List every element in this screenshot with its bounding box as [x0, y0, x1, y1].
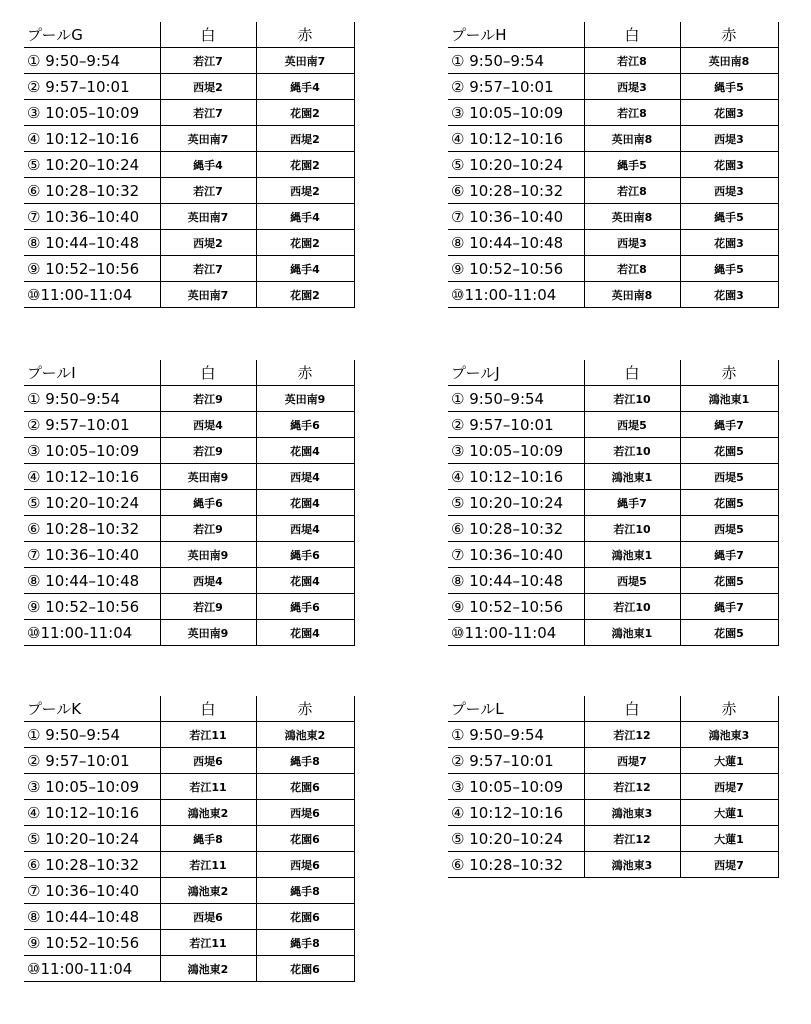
table-row — [24, 930, 354, 956]
red-team: 花園4 — [256, 438, 354, 464]
white-team: 縄手4 — [160, 152, 256, 178]
time-slot: ④ 10:12–10:16 — [448, 464, 584, 490]
white-team: 西堤5 — [584, 568, 680, 594]
time-slot: ② 9:57–10:01 — [24, 74, 160, 100]
pool-table-k — [24, 696, 354, 982]
red-team: 大蓮1 — [680, 826, 778, 852]
table-row — [448, 826, 778, 852]
white-team: 若江9 — [160, 516, 256, 542]
time-slot: ⑩11:00-11:04 — [448, 620, 584, 646]
table-row — [448, 282, 778, 308]
table-row — [24, 800, 354, 826]
time-slot: ⑩11:00-11:04 — [448, 282, 584, 308]
red-team: 英田南8 — [680, 48, 778, 74]
table-row — [24, 542, 354, 568]
time-slot: ① 9:50–9:54 — [24, 48, 160, 74]
time-slot: ④ 10:12–10:16 — [24, 464, 160, 490]
white-column-header: 白 — [160, 22, 256, 48]
time-slot: ⑨ 10:52–10:56 — [24, 594, 160, 620]
white-team: 若江10 — [584, 386, 680, 412]
table-row — [448, 516, 778, 542]
white-team: 若江8 — [584, 100, 680, 126]
white-team: 英田南9 — [160, 542, 256, 568]
time-slot: ② 9:57–10:01 — [24, 748, 160, 774]
time-slot: ⑤ 10:20–10:24 — [24, 490, 160, 516]
white-team: 若江9 — [160, 438, 256, 464]
red-team: 英田南7 — [256, 48, 354, 74]
white-team: 英田南9 — [160, 620, 256, 646]
table-row — [24, 490, 354, 516]
time-slot: ④ 10:12–10:16 — [448, 126, 584, 152]
time-slot: ④ 10:12–10:16 — [24, 126, 160, 152]
pool-table-g — [24, 22, 354, 308]
table-row — [448, 230, 778, 256]
time-slot: ⑨ 10:52–10:56 — [24, 256, 160, 282]
table-row — [448, 620, 778, 646]
table-row — [448, 852, 778, 878]
white-team: 若江12 — [584, 722, 680, 748]
red-team: 西堤2 — [256, 126, 354, 152]
white-team: 鴻池東1 — [584, 464, 680, 490]
time-slot: ① 9:50–9:54 — [448, 48, 584, 74]
time-slot: ⑨ 10:52–10:56 — [448, 594, 584, 620]
white-team: 英田南9 — [160, 464, 256, 490]
time-slot: ⑥ 10:28–10:32 — [24, 852, 160, 878]
table-row — [24, 256, 354, 282]
white-column-header: 白 — [584, 360, 680, 386]
header-row — [448, 696, 778, 722]
white-team: 縄手8 — [160, 826, 256, 852]
red-team: 西堤3 — [680, 178, 778, 204]
time-slot: ⑨ 10:52–10:56 — [448, 256, 584, 282]
time-slot: ③ 10:05–10:09 — [448, 774, 584, 800]
pool-title: プールG — [24, 22, 160, 48]
red-team: 縄手6 — [256, 412, 354, 438]
white-team: 若江11 — [160, 722, 256, 748]
time-slot: ⑦ 10:36–10:40 — [448, 204, 584, 230]
table-row — [448, 126, 778, 152]
header-row — [448, 360, 778, 386]
table-row — [24, 748, 354, 774]
white-team: 西堤2 — [160, 230, 256, 256]
white-team: 若江10 — [584, 438, 680, 464]
time-slot: ⑥ 10:28–10:32 — [24, 178, 160, 204]
table-row — [448, 152, 778, 178]
red-team: 縄手4 — [256, 256, 354, 282]
white-team: 西堤3 — [584, 230, 680, 256]
white-team: 縄手5 — [584, 152, 680, 178]
time-slot: ② 9:57–10:01 — [448, 748, 584, 774]
white-column-header: 白 — [584, 696, 680, 722]
schedule-table — [24, 696, 355, 982]
white-team: 鴻池東1 — [584, 620, 680, 646]
red-team: 花園2 — [256, 152, 354, 178]
white-team: 英田南8 — [584, 204, 680, 230]
table-row — [24, 852, 354, 878]
white-team: 西堤4 — [160, 568, 256, 594]
table-row — [448, 412, 778, 438]
white-team: 若江11 — [160, 774, 256, 800]
white-team: 若江9 — [160, 386, 256, 412]
time-slot: ② 9:57–10:01 — [448, 74, 584, 100]
red-team: 花園4 — [256, 620, 354, 646]
time-slot: ① 9:50–9:54 — [24, 386, 160, 412]
red-team: 西堤6 — [256, 852, 354, 878]
table-row — [448, 100, 778, 126]
time-slot: ⑧ 10:44–10:48 — [448, 230, 584, 256]
table-row — [24, 594, 354, 620]
white-team: 縄手6 — [160, 490, 256, 516]
white-team: 若江12 — [584, 774, 680, 800]
red-team: 縄手4 — [256, 204, 354, 230]
red-team: 縄手8 — [256, 878, 354, 904]
time-slot: ③ 10:05–10:09 — [24, 774, 160, 800]
red-team: 西堤7 — [680, 852, 778, 878]
red-team: 縄手5 — [680, 74, 778, 100]
red-team: 縄手6 — [256, 594, 354, 620]
white-team: 英田南8 — [584, 126, 680, 152]
schedule-table — [448, 696, 779, 878]
table-row — [448, 464, 778, 490]
table-row — [448, 800, 778, 826]
table-row — [448, 256, 778, 282]
table-row — [24, 904, 354, 930]
time-slot: ③ 10:05–10:09 — [24, 438, 160, 464]
white-team: 西堤2 — [160, 74, 256, 100]
red-team: 鴻池東3 — [680, 722, 778, 748]
red-team: 西堤5 — [680, 516, 778, 542]
time-slot: ⑧ 10:44–10:48 — [24, 904, 160, 930]
white-team: 若江11 — [160, 930, 256, 956]
white-team: 若江10 — [584, 594, 680, 620]
red-column-header: 赤 — [256, 360, 354, 386]
white-team: 鴻池東2 — [160, 878, 256, 904]
time-slot: ③ 10:05–10:09 — [24, 100, 160, 126]
red-team: 花園2 — [256, 282, 354, 308]
time-slot: ⑥ 10:28–10:32 — [448, 516, 584, 542]
header-row — [24, 22, 354, 48]
table-row — [24, 230, 354, 256]
time-slot: ② 9:57–10:01 — [448, 412, 584, 438]
table-row — [24, 48, 354, 74]
white-team: 若江12 — [584, 826, 680, 852]
red-team: 花園3 — [680, 282, 778, 308]
pool-title: プールJ — [448, 360, 584, 386]
pool-table-i — [24, 360, 354, 646]
white-team: 若江7 — [160, 100, 256, 126]
pool-table-j — [448, 360, 778, 646]
table-row — [24, 412, 354, 438]
table-row — [448, 74, 778, 100]
table-row — [448, 438, 778, 464]
table-row — [448, 774, 778, 800]
red-column-header: 赤 — [256, 22, 354, 48]
schedule-table — [448, 360, 779, 646]
time-slot: ④ 10:12–10:16 — [448, 800, 584, 826]
white-team: 英田南7 — [160, 282, 256, 308]
red-team: 花園4 — [256, 490, 354, 516]
time-slot: ⑦ 10:36–10:40 — [24, 204, 160, 230]
time-slot: ⑧ 10:44–10:48 — [24, 230, 160, 256]
table-row — [448, 386, 778, 412]
red-column-header: 赤 — [680, 360, 778, 386]
red-team: 大蓮1 — [680, 800, 778, 826]
table-row — [24, 774, 354, 800]
time-slot: ④ 10:12–10:16 — [24, 800, 160, 826]
white-team: 英田南7 — [160, 204, 256, 230]
table-row — [448, 178, 778, 204]
table-row — [24, 100, 354, 126]
time-slot: ⑤ 10:20–10:24 — [448, 152, 584, 178]
table-row — [448, 48, 778, 74]
time-slot: ⑤ 10:20–10:24 — [448, 490, 584, 516]
table-row — [448, 748, 778, 774]
red-team: 西堤4 — [256, 464, 354, 490]
white-team: 若江7 — [160, 178, 256, 204]
white-team: 鴻池東1 — [584, 542, 680, 568]
time-slot: ① 9:50–9:54 — [24, 722, 160, 748]
table-row — [448, 594, 778, 620]
red-team: 縄手7 — [680, 412, 778, 438]
red-column-header: 赤 — [680, 696, 778, 722]
time-slot: ⑥ 10:28–10:32 — [448, 852, 584, 878]
white-team: 若江10 — [584, 516, 680, 542]
time-slot: ⑧ 10:44–10:48 — [448, 568, 584, 594]
table-row — [24, 178, 354, 204]
white-team: 若江7 — [160, 256, 256, 282]
white-team: 若江9 — [160, 594, 256, 620]
red-team: 花園2 — [256, 230, 354, 256]
red-team: 西堤5 — [680, 464, 778, 490]
table-row — [24, 516, 354, 542]
red-team: 西堤6 — [256, 800, 354, 826]
header-row — [24, 360, 354, 386]
red-team: 花園4 — [256, 568, 354, 594]
red-team: 花園6 — [256, 774, 354, 800]
red-team: 花園6 — [256, 826, 354, 852]
white-team: 西堤6 — [160, 904, 256, 930]
white-team: 西堤7 — [584, 748, 680, 774]
time-slot: ① 9:50–9:54 — [448, 386, 584, 412]
red-team: 西堤3 — [680, 126, 778, 152]
red-team: 花園3 — [680, 100, 778, 126]
table-row — [24, 126, 354, 152]
table-row — [448, 568, 778, 594]
white-team: 若江7 — [160, 48, 256, 74]
table-row — [448, 722, 778, 748]
white-team: 西堤3 — [584, 74, 680, 100]
table-row — [448, 490, 778, 516]
time-slot: ③ 10:05–10:09 — [448, 100, 584, 126]
table-row — [24, 722, 354, 748]
pool-title: プールK — [24, 696, 160, 722]
table-row — [24, 878, 354, 904]
red-team: 縄手6 — [256, 542, 354, 568]
header-row — [24, 696, 354, 722]
pool-title: プールH — [448, 22, 584, 48]
table-row — [24, 438, 354, 464]
white-team: 鴻池東3 — [584, 800, 680, 826]
time-slot: ⑦ 10:36–10:40 — [24, 878, 160, 904]
header-row — [448, 22, 778, 48]
time-slot: ⑩11:00-11:04 — [24, 282, 160, 308]
red-team: 縄手7 — [680, 594, 778, 620]
red-team: 縄手4 — [256, 74, 354, 100]
table-row — [24, 620, 354, 646]
table-row — [24, 204, 354, 230]
red-team: 花園3 — [680, 152, 778, 178]
time-slot: ⑥ 10:28–10:32 — [448, 178, 584, 204]
time-slot: ⑥ 10:28–10:32 — [24, 516, 160, 542]
table-row — [24, 152, 354, 178]
white-column-header: 白 — [160, 360, 256, 386]
red-column-header: 赤 — [680, 22, 778, 48]
table-row — [24, 464, 354, 490]
time-slot: ⑧ 10:44–10:48 — [24, 568, 160, 594]
schedule-table — [448, 22, 779, 308]
white-column-header: 白 — [584, 22, 680, 48]
white-team: 縄手7 — [584, 490, 680, 516]
white-team: 西堤4 — [160, 412, 256, 438]
red-team: 花園5 — [680, 490, 778, 516]
time-slot: ⑨ 10:52–10:56 — [24, 930, 160, 956]
red-team: 縄手7 — [680, 542, 778, 568]
white-team: 鴻池東2 — [160, 956, 256, 982]
white-team: 鴻池東2 — [160, 800, 256, 826]
red-team: 西堤7 — [680, 774, 778, 800]
time-slot: ③ 10:05–10:09 — [448, 438, 584, 464]
red-team: 鴻池東2 — [256, 722, 354, 748]
time-slot: ① 9:50–9:54 — [448, 722, 584, 748]
table-row — [24, 568, 354, 594]
red-team: 縄手5 — [680, 256, 778, 282]
red-team: 縄手8 — [256, 930, 354, 956]
red-column-header: 赤 — [256, 696, 354, 722]
time-slot: ⑩11:00-11:04 — [24, 620, 160, 646]
time-slot: ⑦ 10:36–10:40 — [448, 542, 584, 568]
white-team: 英田南7 — [160, 126, 256, 152]
red-team: 英田南9 — [256, 386, 354, 412]
white-column-header: 白 — [160, 696, 256, 722]
red-team: 縄手8 — [256, 748, 354, 774]
red-team: 花園6 — [256, 904, 354, 930]
white-team: 西堤5 — [584, 412, 680, 438]
pool-table-h — [448, 22, 778, 308]
table-row — [24, 386, 354, 412]
table-row — [448, 542, 778, 568]
white-team: 若江8 — [584, 256, 680, 282]
red-team: 花園2 — [256, 100, 354, 126]
time-slot: ② 9:57–10:01 — [24, 412, 160, 438]
table-row — [24, 826, 354, 852]
white-team: 英田南8 — [584, 282, 680, 308]
table-row — [448, 204, 778, 230]
red-team: 花園6 — [256, 956, 354, 982]
table-row — [24, 956, 354, 982]
time-slot: ⑤ 10:20–10:24 — [24, 826, 160, 852]
time-slot: ⑤ 10:20–10:24 — [448, 826, 584, 852]
schedule-table — [24, 360, 355, 646]
red-team: 花園5 — [680, 438, 778, 464]
pool-table-l — [448, 696, 778, 878]
red-team: 花園3 — [680, 230, 778, 256]
red-team: 西堤4 — [256, 516, 354, 542]
red-team: 大蓮1 — [680, 748, 778, 774]
pool-title: プールL — [448, 696, 584, 722]
time-slot: ⑤ 10:20–10:24 — [24, 152, 160, 178]
white-team: 若江11 — [160, 852, 256, 878]
time-slot: ⑦ 10:36–10:40 — [24, 542, 160, 568]
schedule-table — [24, 22, 355, 308]
white-team: 若江8 — [584, 48, 680, 74]
red-team: 西堤2 — [256, 178, 354, 204]
white-team: 西堤6 — [160, 748, 256, 774]
white-team: 鴻池東3 — [584, 852, 680, 878]
red-team: 縄手5 — [680, 204, 778, 230]
white-team: 若江8 — [584, 178, 680, 204]
red-team: 花園5 — [680, 568, 778, 594]
table-row — [24, 74, 354, 100]
time-slot: ⑩11:00-11:04 — [24, 956, 160, 982]
red-team: 鴻池東1 — [680, 386, 778, 412]
table-row — [24, 282, 354, 308]
red-team: 花園5 — [680, 620, 778, 646]
pool-title: プールI — [24, 360, 160, 386]
